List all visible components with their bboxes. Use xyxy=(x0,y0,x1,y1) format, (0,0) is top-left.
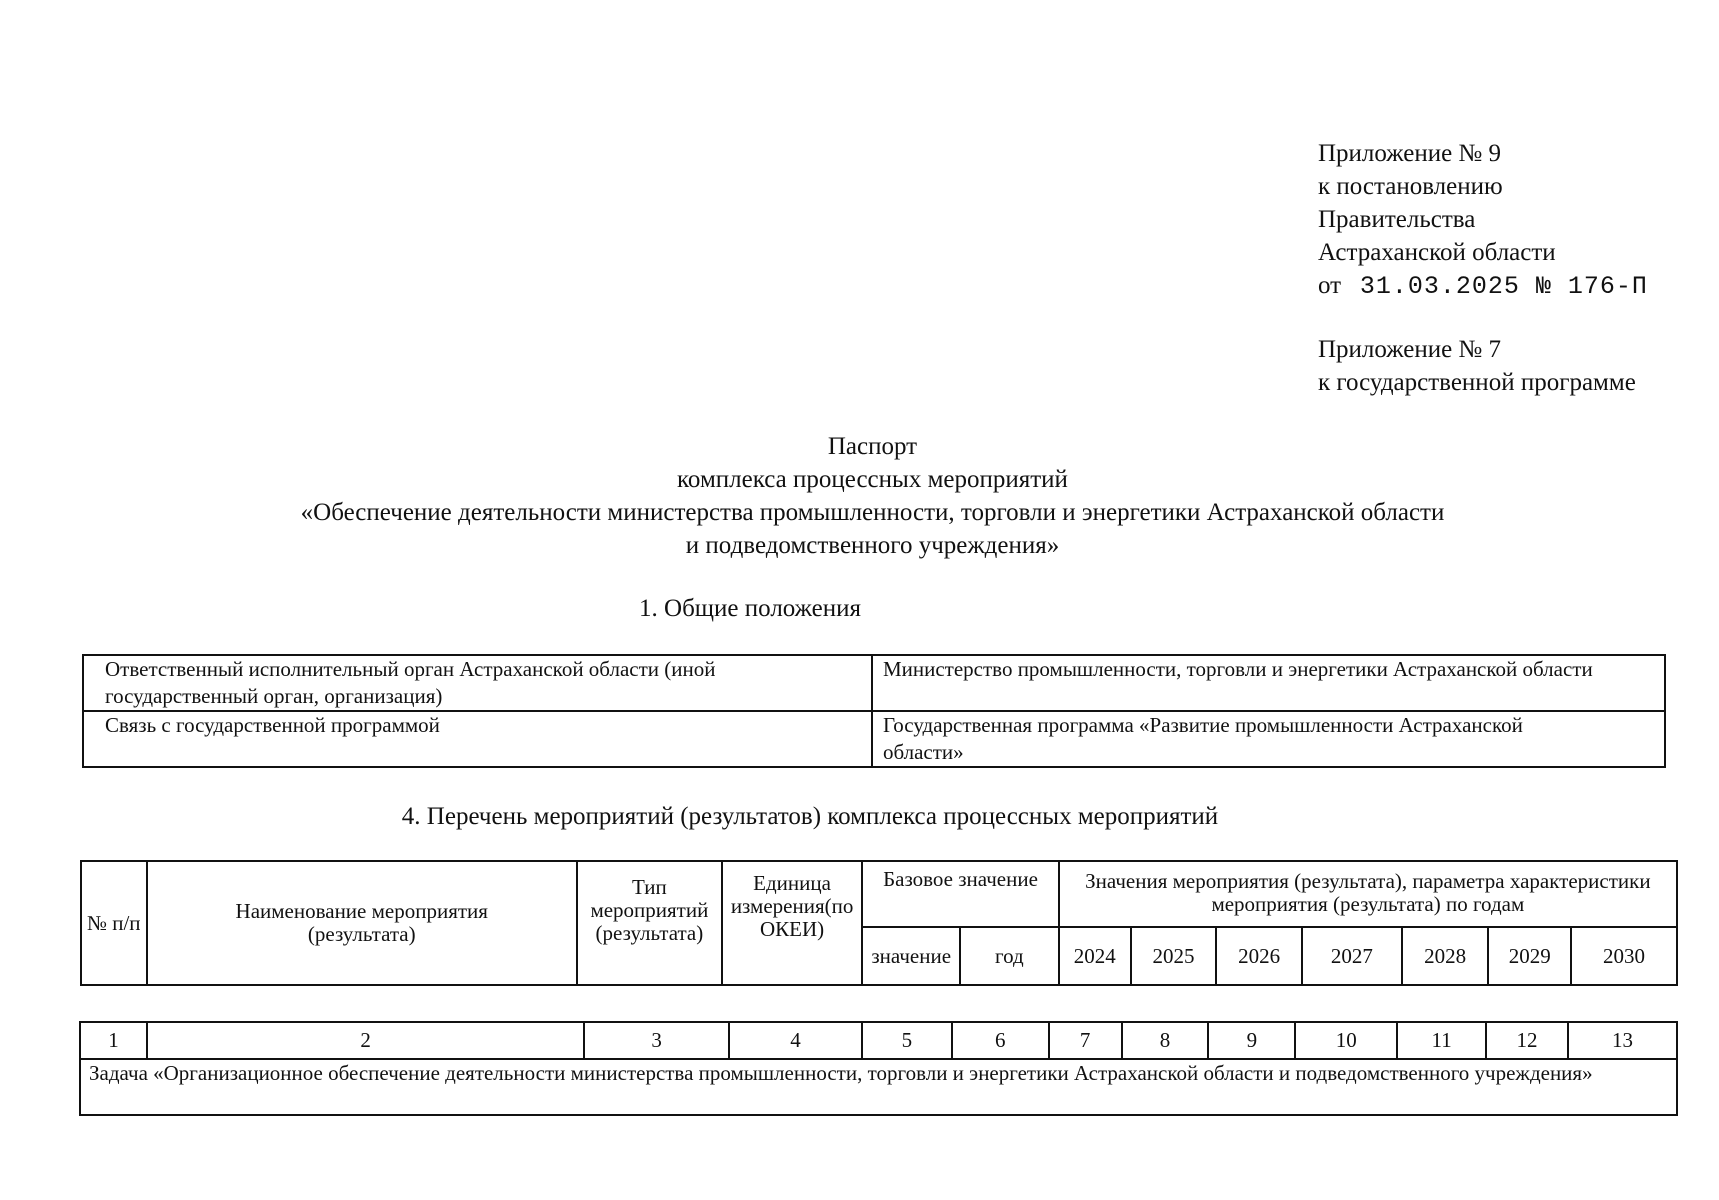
header-year: 2028 xyxy=(1402,927,1489,985)
appendix-7-line: к государственной программе xyxy=(1318,369,1636,396)
appendix-7-block xyxy=(1318,333,1636,399)
header-base: Базовое значение xyxy=(862,861,1058,927)
column-number: 8 xyxy=(1122,1022,1209,1059)
appendix-7-line: Приложение № 7 xyxy=(1318,336,1502,363)
header-base-value: значение xyxy=(862,927,960,985)
header-year: 2025 xyxy=(1131,927,1217,985)
column-number: 3 xyxy=(584,1022,729,1059)
date-prefix: от xyxy=(1318,272,1342,299)
column-number: 4 xyxy=(729,1022,862,1059)
activities-body-table xyxy=(79,1021,1678,1116)
column-number: 7 xyxy=(1049,1022,1122,1059)
task-text: Задача «Организационное обеспечение деятельности министерства промышленности, торговли и энергетики Астраханской области и подведомственного учреждения» xyxy=(80,1059,1677,1115)
appendix-9-line: Приложение № 9 xyxy=(1318,140,1502,167)
header-year: 2024 xyxy=(1059,927,1131,985)
column-number: 2 xyxy=(147,1022,584,1059)
document-title xyxy=(0,430,1719,562)
column-number: 12 xyxy=(1486,1022,1568,1059)
title-line: Паспорт xyxy=(827,433,918,460)
general-info-value: Министерство промышленности, торговли и энергетики Астраханской области xyxy=(872,655,1665,711)
section4-heading: 4. Перечень мероприятий (результатов) комплекса процессных мероприятий xyxy=(401,803,1219,830)
header-type: Тип мероприятий (результата) xyxy=(577,861,722,985)
general-info-label: Ответственный исполнительный орган Астраханской области (иной государственный орган, организация) xyxy=(83,655,872,711)
general-info-value: Государственная программа «Развитие промышленности Астраханской области» xyxy=(872,711,1665,767)
appendix-9-block xyxy=(1318,137,1648,303)
activities-header-table xyxy=(80,860,1678,986)
column-number: 9 xyxy=(1208,1022,1295,1059)
column-number: 5 xyxy=(862,1022,952,1059)
header-base-year: год xyxy=(960,927,1059,985)
title-line: «Обеспечение деятельности министерства промышленности, торговли и энергетики Астраханской области xyxy=(300,499,1445,526)
header-year: 2027 xyxy=(1302,927,1402,985)
table-row xyxy=(83,655,1665,711)
appendix-9-line: к постановлению xyxy=(1318,173,1503,200)
column-number: 11 xyxy=(1397,1022,1486,1059)
header-unit: Единица измерения(по ОКЕИ) xyxy=(722,861,863,985)
header-year: 2029 xyxy=(1488,927,1571,985)
appendix-9-line: Правительства xyxy=(1318,206,1476,233)
header-values-by-year: Значения мероприятия (результата), параметра характеристики мероприятия (результата) по годам xyxy=(1059,861,1677,927)
column-number: 6 xyxy=(952,1022,1049,1059)
title-line: комплекса процессных мероприятий xyxy=(677,466,1068,493)
task-row xyxy=(80,1059,1677,1115)
appendix-date-line xyxy=(1318,269,1648,303)
header-year: 2026 xyxy=(1216,927,1302,985)
column-number-row xyxy=(80,1022,1677,1059)
header-num: № п/п xyxy=(81,861,147,985)
general-info-label: Связь с государственной программой xyxy=(83,711,872,767)
date-number: 31.03.2025 № 176-П xyxy=(1359,272,1648,301)
title-line: и подведомственного учреждения» xyxy=(685,532,1060,559)
appendix-9-line: Астраханской области xyxy=(1318,239,1556,266)
column-number: 13 xyxy=(1568,1022,1677,1059)
header-name: Наименование мероприятия (результата) xyxy=(147,861,577,985)
header-row xyxy=(81,861,1677,927)
column-number: 1 xyxy=(80,1022,147,1059)
header-year: 2030 xyxy=(1571,927,1677,985)
general-info-table xyxy=(82,654,1666,768)
column-number: 10 xyxy=(1295,1022,1397,1059)
section1-heading: 1. Общие положения xyxy=(639,595,861,622)
table-row xyxy=(83,711,1665,767)
